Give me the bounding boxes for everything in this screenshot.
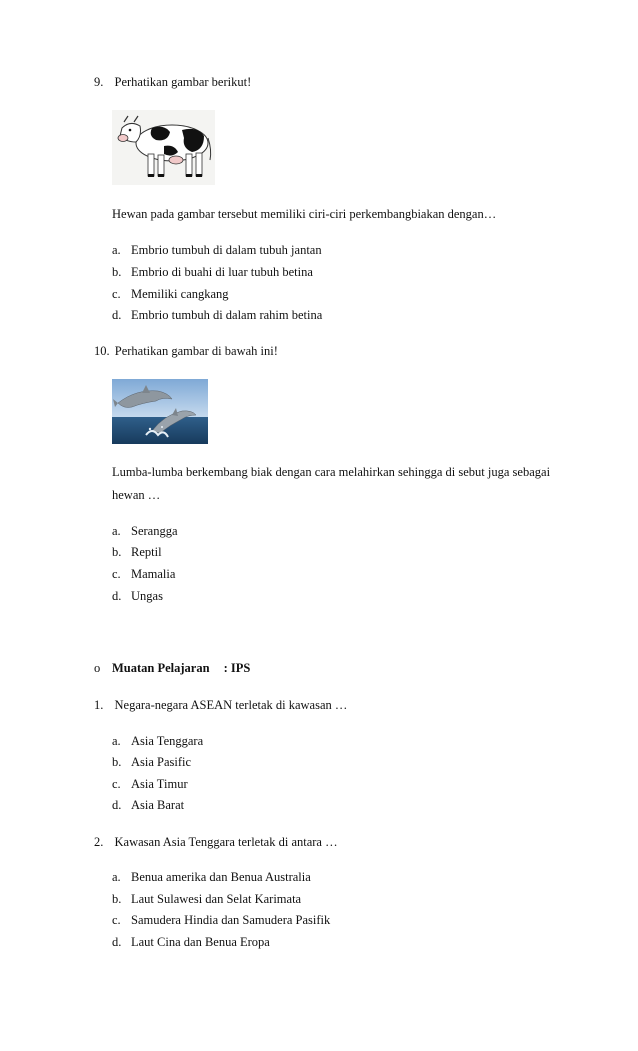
option-a[interactable]	[112, 243, 322, 258]
option-letter: d.	[112, 798, 122, 812]
option-d[interactable]	[112, 798, 184, 813]
option-letter: b.	[112, 265, 122, 279]
option-letter: b.	[112, 892, 122, 906]
option-b[interactable]	[112, 892, 301, 907]
option-a[interactable]	[112, 524, 178, 539]
option-c[interactable]	[112, 913, 330, 928]
question-number: 2.	[94, 835, 104, 849]
option-letter: b.	[112, 545, 122, 559]
option-text: Embrio di buahi di luar tubuh betina	[131, 265, 313, 279]
question-10-text-line2: hewan …	[112, 488, 161, 502]
cow-image	[112, 110, 215, 185]
option-text: Embrio tumbuh di dalam tubuh jantan	[131, 243, 322, 257]
question-prompt: Perhatikan gambar berikut!	[114, 75, 252, 89]
option-c[interactable]	[112, 567, 175, 582]
option-b[interactable]	[112, 755, 191, 770]
question-9-prompt	[94, 75, 251, 90]
option-c[interactable]	[112, 777, 188, 792]
option-letter: c.	[112, 567, 121, 581]
option-text: Embrio tumbuh di dalam rahim betina	[131, 308, 323, 322]
option-b[interactable]	[112, 265, 313, 280]
option-text: Ungas	[131, 589, 163, 603]
option-text: Asia Tenggara	[131, 734, 204, 748]
section-heading	[94, 661, 250, 676]
option-letter: a.	[112, 524, 121, 538]
option-text: Memiliki cangkang	[131, 287, 229, 301]
question-10-text-line1: Lumba-lumba berkembang biak dengan cara melahirkan sehingga di sebut juga sebagai	[112, 465, 551, 479]
option-text: Mamalia	[131, 567, 176, 581]
option-a[interactable]	[112, 870, 311, 885]
option-d[interactable]	[112, 935, 270, 950]
question-text: Negara-negara ASEAN terletak di kawasan …	[114, 698, 348, 712]
option-letter: a.	[112, 734, 121, 748]
option-a[interactable]	[112, 734, 203, 749]
option-text: Asia Pasific	[131, 755, 192, 769]
question-10-prompt	[94, 344, 278, 359]
question-prompt: Perhatikan gambar di bawah ini!	[114, 344, 278, 358]
option-text: Benua amerika dan Benua Australia	[131, 870, 311, 884]
option-letter: d.	[112, 589, 122, 603]
question-text: Kawasan Asia Tenggara terletak di antara …	[114, 835, 338, 849]
section-subject: : IPS	[223, 661, 251, 675]
option-b[interactable]	[112, 545, 162, 560]
option-letter: c.	[112, 913, 121, 927]
option-letter: d.	[112, 308, 122, 322]
dolphin-image	[112, 379, 208, 444]
question-number: 9.	[94, 75, 104, 89]
section-label: Muatan Pelajaran	[112, 661, 210, 675]
question-number: 1.	[94, 698, 104, 712]
option-letter: c.	[112, 777, 121, 791]
option-text: Asia Timur	[131, 777, 188, 791]
option-text: Serangga	[131, 524, 178, 538]
option-text: Laut Sulawesi dan Selat Karimata	[131, 892, 302, 906]
bullet-icon: o	[94, 661, 101, 675]
option-letter: c.	[112, 287, 121, 301]
option-text: Reptil	[131, 545, 162, 559]
option-text: Asia Barat	[131, 798, 185, 812]
question-9-text: Hewan pada gambar tersebut memiliki ciri-ciri perkembangbiakan dengan…	[112, 207, 497, 221]
ips-question-1	[94, 698, 347, 713]
option-letter: b.	[112, 755, 122, 769]
option-text: Laut Cina dan Benua Eropa	[131, 935, 270, 949]
question-number: 10.	[94, 344, 110, 358]
option-d[interactable]	[112, 589, 163, 604]
option-letter: d.	[112, 935, 122, 949]
option-c[interactable]	[112, 287, 229, 302]
option-letter: a.	[112, 243, 121, 257]
ips-question-2	[94, 835, 338, 850]
option-text: Samudera Hindia dan Samudera Pasifik	[131, 913, 331, 927]
option-d[interactable]	[112, 308, 322, 323]
option-letter: a.	[112, 870, 121, 884]
